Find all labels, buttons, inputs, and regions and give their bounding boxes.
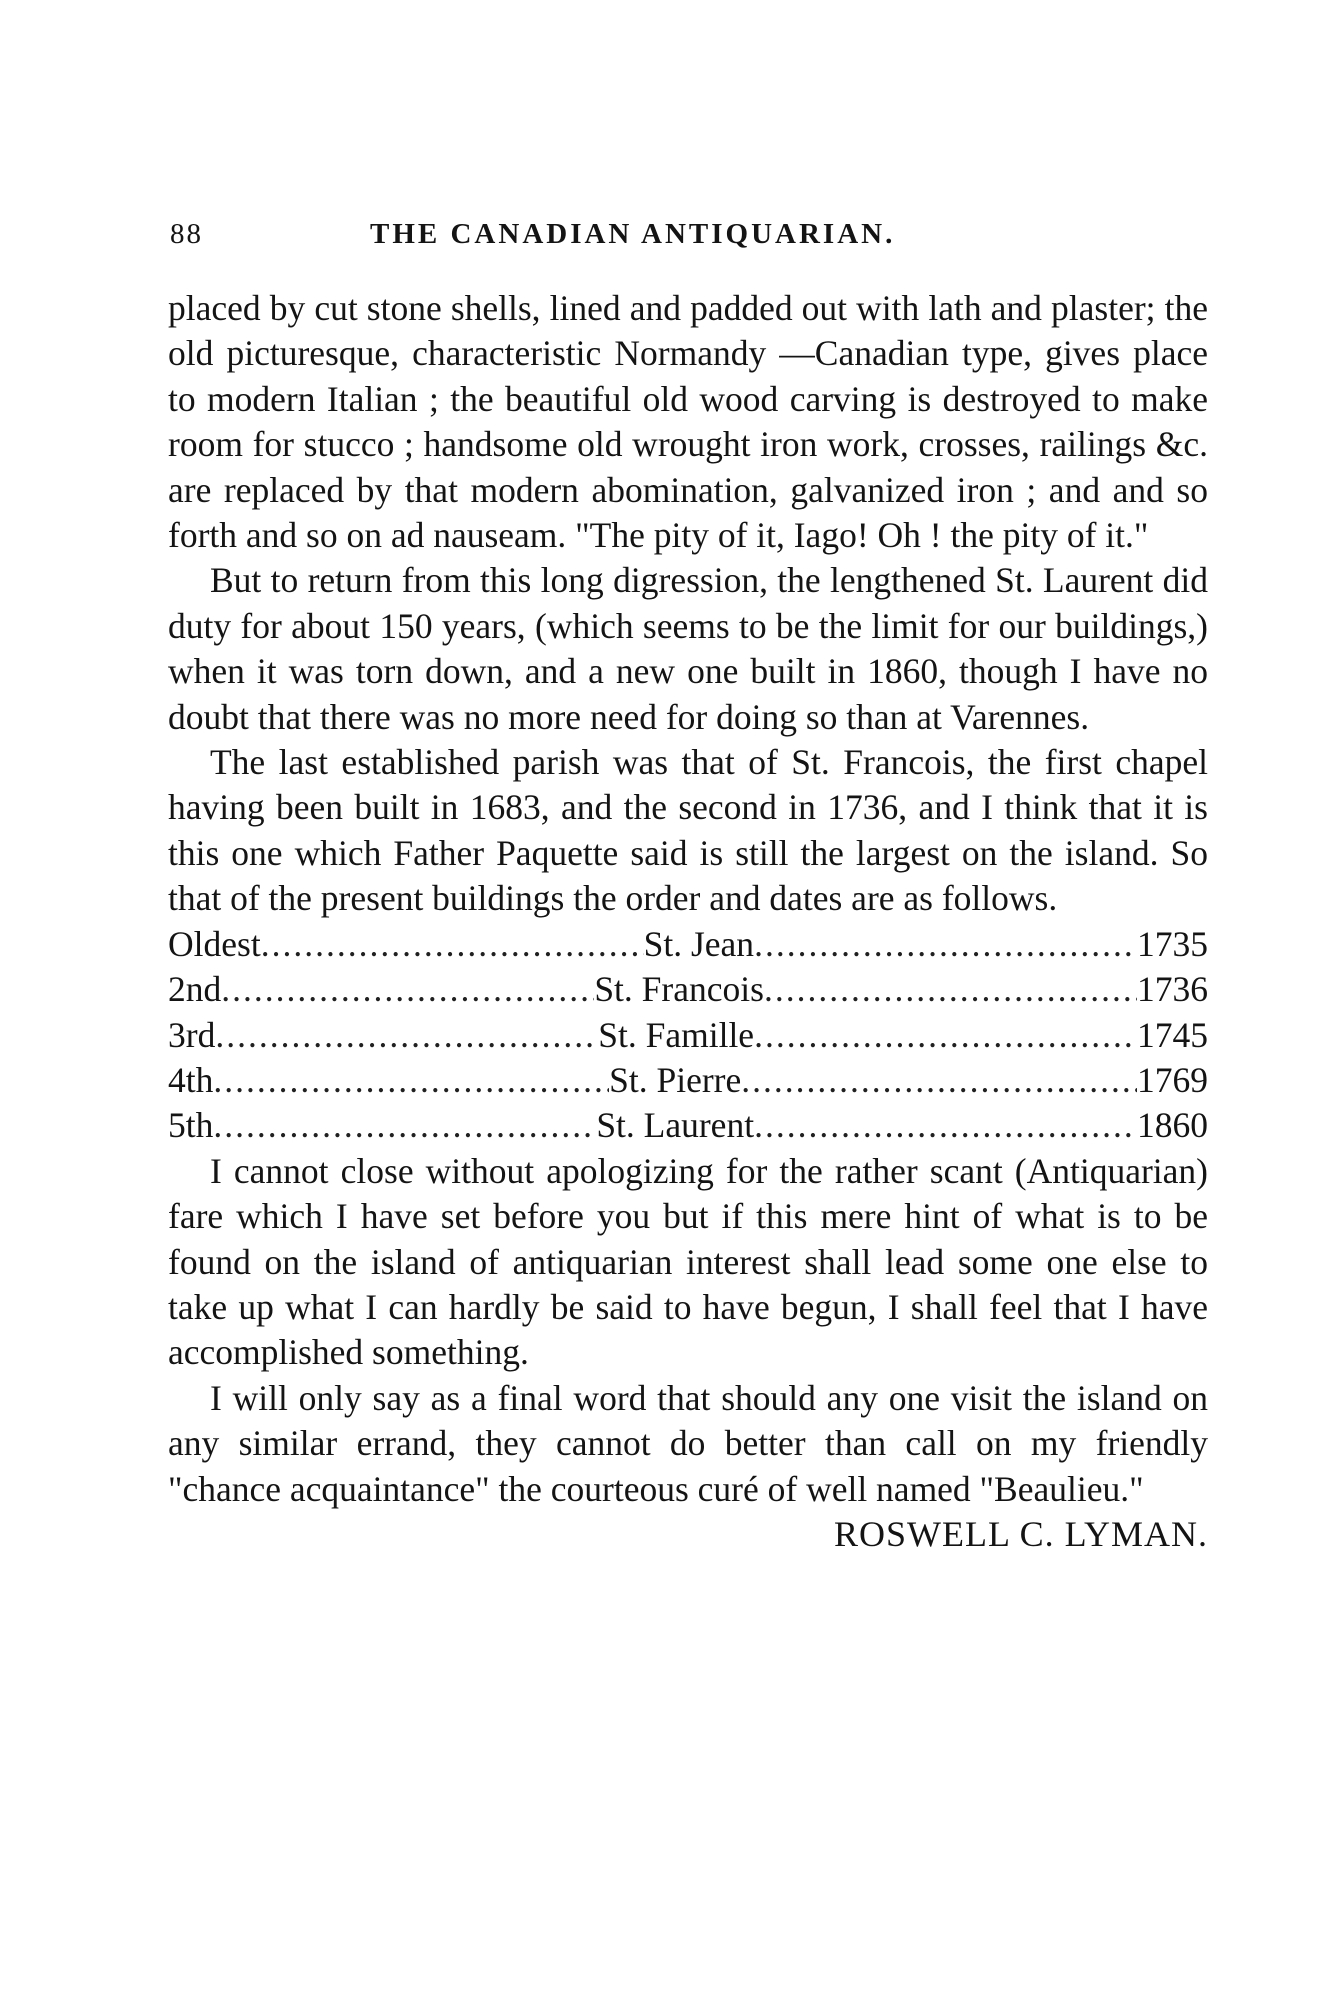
dot-leader bbox=[215, 1013, 598, 1058]
row-order: Oldest bbox=[168, 923, 261, 964]
page-number: 88 bbox=[170, 218, 203, 250]
row-year: 1769 bbox=[1137, 1059, 1208, 1100]
dot-leader bbox=[741, 1058, 1137, 1103]
dot-leader bbox=[754, 1103, 1137, 1148]
church-dates-table bbox=[168, 922, 1208, 1149]
table-row bbox=[168, 922, 1208, 967]
row-church: St. Jean bbox=[643, 923, 755, 964]
paragraph-st-francois: The last established parish was that of St. Francois, the first chapel having been built in 1683, and the second in 1736, and I think that it is this one which Father Paquette said is still the largest on the island. So that of the present buildings the order and dates are as follows. bbox=[168, 742, 1208, 919]
row-church: St. Laurent bbox=[596, 1105, 755, 1146]
dot-leader bbox=[213, 1103, 596, 1148]
row-year: 1860 bbox=[1137, 1105, 1208, 1146]
table-row bbox=[168, 1058, 1208, 1103]
row-year: 1745 bbox=[1137, 1014, 1208, 1055]
row-church: St. Francois bbox=[594, 969, 764, 1010]
row-order: 5th bbox=[168, 1105, 214, 1146]
dot-leader bbox=[754, 922, 1137, 967]
row-order: 4th bbox=[168, 1059, 214, 1100]
dot-leader bbox=[213, 1058, 609, 1103]
table-row bbox=[168, 1013, 1208, 1058]
page-body bbox=[168, 286, 1208, 1557]
author-signature: ROSWELL C. LYMAN. bbox=[833, 1513, 1208, 1554]
dot-leader bbox=[754, 1013, 1137, 1058]
row-order: 3rd bbox=[168, 1014, 216, 1055]
row-year: 1736 bbox=[1137, 969, 1208, 1010]
paragraph-final-word: I will only say as a final word that should any one visit the island on any similar errand, they cannot do better than call on my friendly "chance acquaintance" the courteous curé of well named "Beaulieu." bbox=[168, 1377, 1208, 1509]
row-church: St. Famille bbox=[598, 1014, 755, 1055]
row-year: 1735 bbox=[1137, 923, 1208, 964]
dot-leader bbox=[261, 922, 644, 967]
table-row bbox=[168, 967, 1208, 1012]
row-order: 2nd bbox=[168, 969, 222, 1010]
dot-leader bbox=[221, 967, 594, 1012]
paragraph-closing: I cannot close without apologizing for the rather scant (Antiquarian) fare which I have set before you but if this mere hint of what is to be found on the island of antiquarian interest shall lead some one else to take up what I can hardly be said to have begun, I shall feel that I have accomplished something. bbox=[168, 1150, 1208, 1373]
row-church: St. Pierre bbox=[609, 1059, 742, 1100]
running-title: THE CANADIAN ANTIQUARIAN. bbox=[370, 218, 896, 250]
paragraph-st-laurent: But to return from this long digression, the lengthened St. Laurent did duty for about 150 years, (which seems to be the limit for our buildings,) when it was torn down, and a new one built in 1860, though I have no doubt that there was no more need for doing so than at Varennes. bbox=[168, 560, 1208, 737]
dot-leader bbox=[764, 967, 1137, 1012]
paragraph-continued: placed by cut stone shells, lined and padded out with lath and plaster; the old picturesque, characteristic Normandy —Canadian type, gives place to modern Italian ; the beautiful old wood carving is destroyed to make room for stucco ; handsome old wrought iron work, crosses, railings &c. are replaced by that modern abomination, galvanized iron ; and and so forth and so on ad nauseam. "The pity of it, Iago! Oh ! the pity of it." bbox=[168, 288, 1208, 556]
table-row bbox=[168, 1103, 1208, 1148]
